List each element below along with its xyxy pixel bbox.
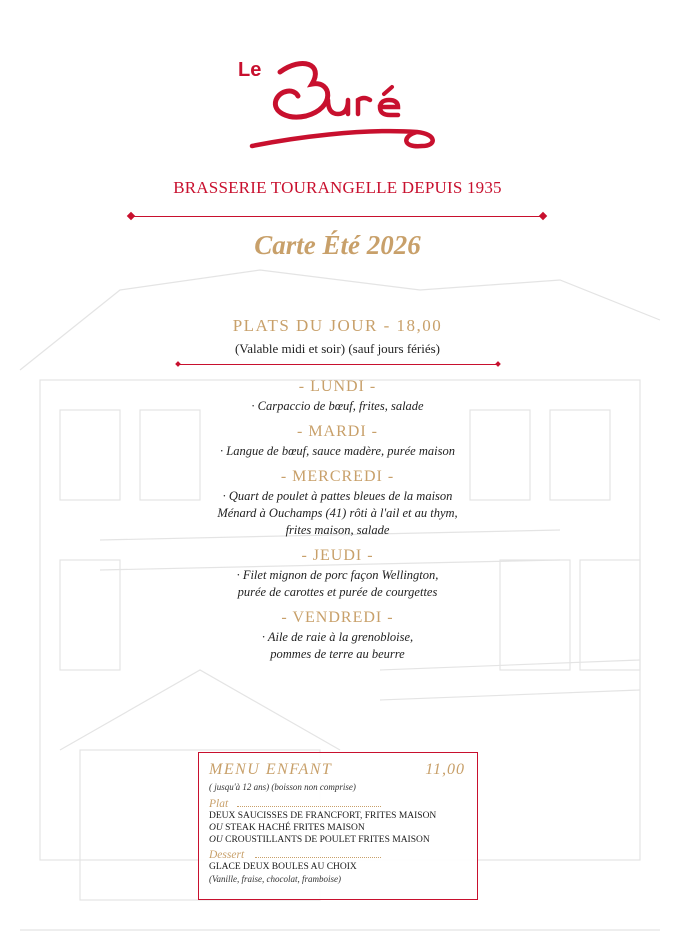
day-dish: · Quart de poulet à pattes bleues de la maison Ménard à Ouchamps (41) rôti à l'ail et au thym, frites maison, salade	[217, 489, 458, 537]
plat-item: OU STEAK HACHÉ FRITES MAISON	[209, 823, 365, 833]
menu-season-title: Carte Été 2026	[254, 230, 421, 260]
menu-enfant-age-note: ( jusqu'à 12 ans) (boisson non comprise)	[209, 782, 356, 792]
day-dish: · Aile de raie à la grenobloise, pommes de terre au beurre	[261, 630, 414, 661]
day-thursday	[0, 545, 675, 601]
menu-enfant-title: MENU ENFANT	[209, 761, 333, 778]
dessert-flavors: (Vanille, fraise, chocolat, framboise)	[209, 874, 341, 884]
day-dish: · Langue de bœuf, sauce madère, purée maison	[220, 444, 455, 458]
daily-specials	[0, 376, 675, 663]
dessert-item: GLACE DEUX BOULES AU CHOIX	[209, 862, 357, 872]
menu-enfant-price: 11,00	[425, 761, 465, 778]
svg-text:Le: Le	[238, 59, 262, 81]
day-dish: · Filet mignon de porc façon Wellington, purée de carottes et purée de courgettes	[236, 568, 439, 599]
tagline: BRASSERIE TOURANGELLE DEPUIS 1935	[173, 178, 502, 197]
day-friday	[0, 607, 675, 663]
day-name: - LUNDI -	[298, 378, 377, 395]
day-tuesday	[0, 421, 675, 460]
dessert-section-header	[209, 849, 467, 861]
day-name: - JEUDI -	[301, 547, 374, 564]
divider-thin	[176, 361, 500, 367]
day-dish: · Carpaccio de bœuf, frites, salade	[251, 399, 424, 413]
brand-logo	[232, 50, 442, 160]
day-wednesday	[0, 466, 675, 539]
day-name: - MERCREDI -	[280, 468, 395, 485]
plats-du-jour-title: PLATS DU JOUR - 18,00	[232, 316, 443, 335]
day-name: - MARDI -	[297, 423, 378, 440]
plat-section-header	[209, 798, 467, 810]
divider-red	[128, 212, 546, 220]
plat-label: Plat	[209, 798, 231, 810]
day-name: - VENDREDI -	[281, 609, 394, 626]
plat-item: OU CROUSTILLANTS DE POULET FRITES MAISON	[209, 835, 430, 845]
menu-enfant-box	[198, 752, 478, 900]
plat-item: DEUX SAUCISSES DE FRANCFORT, FRITES MAISON	[209, 811, 437, 821]
plats-du-jour-subtitle: (Valable midi et soir) (sauf jours fériés)	[234, 341, 441, 356]
dessert-label: Dessert	[209, 849, 247, 861]
day-monday	[0, 376, 675, 415]
